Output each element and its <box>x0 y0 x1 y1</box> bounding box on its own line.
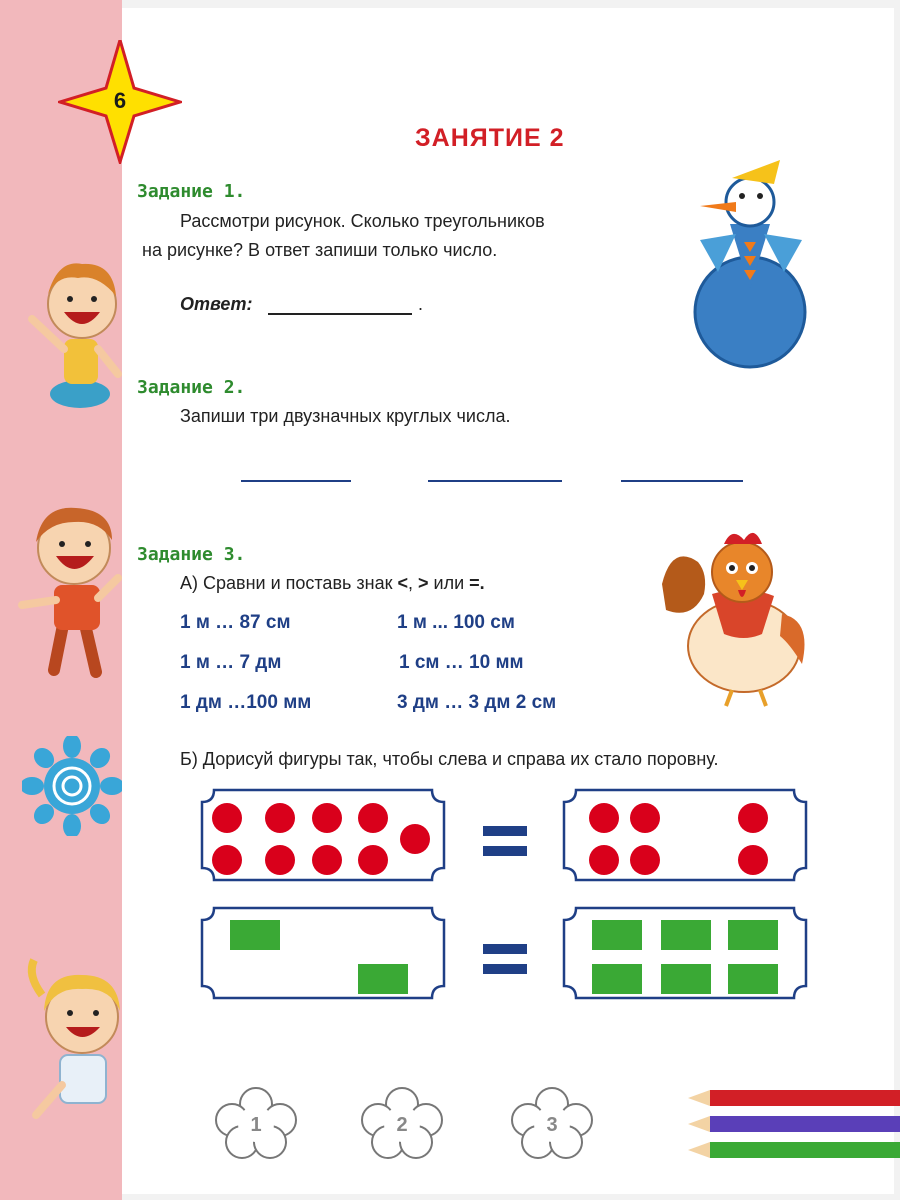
left-rect-1 <box>230 920 280 950</box>
flower-number-3: 3 <box>546 1114 558 1136</box>
comparison-1[interactable]: 1 м … 87 см <box>180 612 291 633</box>
comparison-4[interactable]: 1 см … 10 мм <box>399 652 524 673</box>
left-circle-5 <box>212 845 242 875</box>
right-circle-2 <box>630 803 660 833</box>
comparison-5[interactable]: 1 дм …100 мм <box>180 692 312 713</box>
left-circle-8 <box>358 845 388 875</box>
left-circle-7 <box>312 845 342 875</box>
part-a-or: или <box>428 573 470 593</box>
right-rect-5 <box>661 964 711 994</box>
snowman-triangles-picture <box>690 154 820 374</box>
comparison-6[interactable]: 3 дм … 3 дм 2 см <box>397 692 557 713</box>
task3-part-a-instruction <box>180 573 485 594</box>
left-decorative-sidebar <box>0 0 122 1200</box>
task2-heading: Задание 2. <box>137 377 246 398</box>
right-rect-4 <box>592 964 642 994</box>
right-circle-6 <box>738 845 768 875</box>
page-title: ЗАНЯТИЕ 2 <box>415 124 565 152</box>
right-circle-4 <box>589 845 619 875</box>
task2-text: Запиши три двузначных круглых числа. <box>180 406 511 426</box>
right-circle-1 <box>589 803 619 833</box>
answer-period: . <box>418 294 424 314</box>
number-input-line-3[interactable] <box>621 480 743 482</box>
part-a-comma: , <box>407 573 418 593</box>
task1-heading: Задание 1. <box>137 181 246 202</box>
sign-greater-than: > <box>418 573 429 593</box>
hen-illustration <box>652 524 812 710</box>
child-illustration-3 <box>22 955 122 1125</box>
left-circle-3 <box>312 803 342 833</box>
right-rect-6 <box>728 964 778 994</box>
colored-pencils-illustration <box>688 1084 900 1164</box>
comparison-2[interactable]: 1 м ... 100 см <box>397 612 515 633</box>
task1-text-line2: на рисунке? В ответ запиши только число. <box>142 240 498 260</box>
child-illustration-2 <box>14 500 122 685</box>
blue-sun-illustration <box>22 736 122 836</box>
left-rect-2 <box>358 964 408 994</box>
part-a-prefix: А) Сравни и поставь знак <box>180 573 398 593</box>
number-input-line-2[interactable] <box>428 480 562 482</box>
left-circle-2 <box>265 803 295 833</box>
right-circle-3 <box>738 803 768 833</box>
comparison-3[interactable]: 1 м … 7 дм <box>180 652 282 673</box>
equals-sign-bottom-bar <box>483 964 527 974</box>
page-number: 6 <box>113 88 127 113</box>
answer-input-line[interactable] <box>268 313 412 315</box>
task3-part-b-instruction: Б) Дорисуй фигуры так, чтобы слева и справа их стало поровну. <box>180 749 719 769</box>
equals-sign-bottom <box>483 944 527 954</box>
task3-heading: Задание 3. <box>137 544 246 565</box>
sign-less-than: < <box>397 573 408 593</box>
equals-sign-top-bar <box>483 846 527 856</box>
left-circle-6 <box>265 845 295 875</box>
flower-number-1: 1 <box>250 1114 262 1136</box>
sign-equals: =. <box>469 573 485 593</box>
right-circle-5 <box>630 845 660 875</box>
left-circle-1 <box>212 803 242 833</box>
right-rect-3 <box>728 920 778 950</box>
right-rect-1 <box>592 920 642 950</box>
equals-sign-top <box>483 826 527 836</box>
flower-number-2: 2 <box>396 1114 408 1136</box>
left-circle-9 <box>400 824 430 854</box>
number-input-line-1[interactable] <box>241 480 351 482</box>
task1-text-line1: Рассмотри рисунок. Сколько треугольников <box>180 211 545 231</box>
right-rect-2 <box>661 920 711 950</box>
answer-label: Ответ: <box>180 294 253 314</box>
child-illustration-1 <box>18 244 122 414</box>
equalize-figures-panel <box>200 788 810 1012</box>
left-circle-4 <box>358 803 388 833</box>
